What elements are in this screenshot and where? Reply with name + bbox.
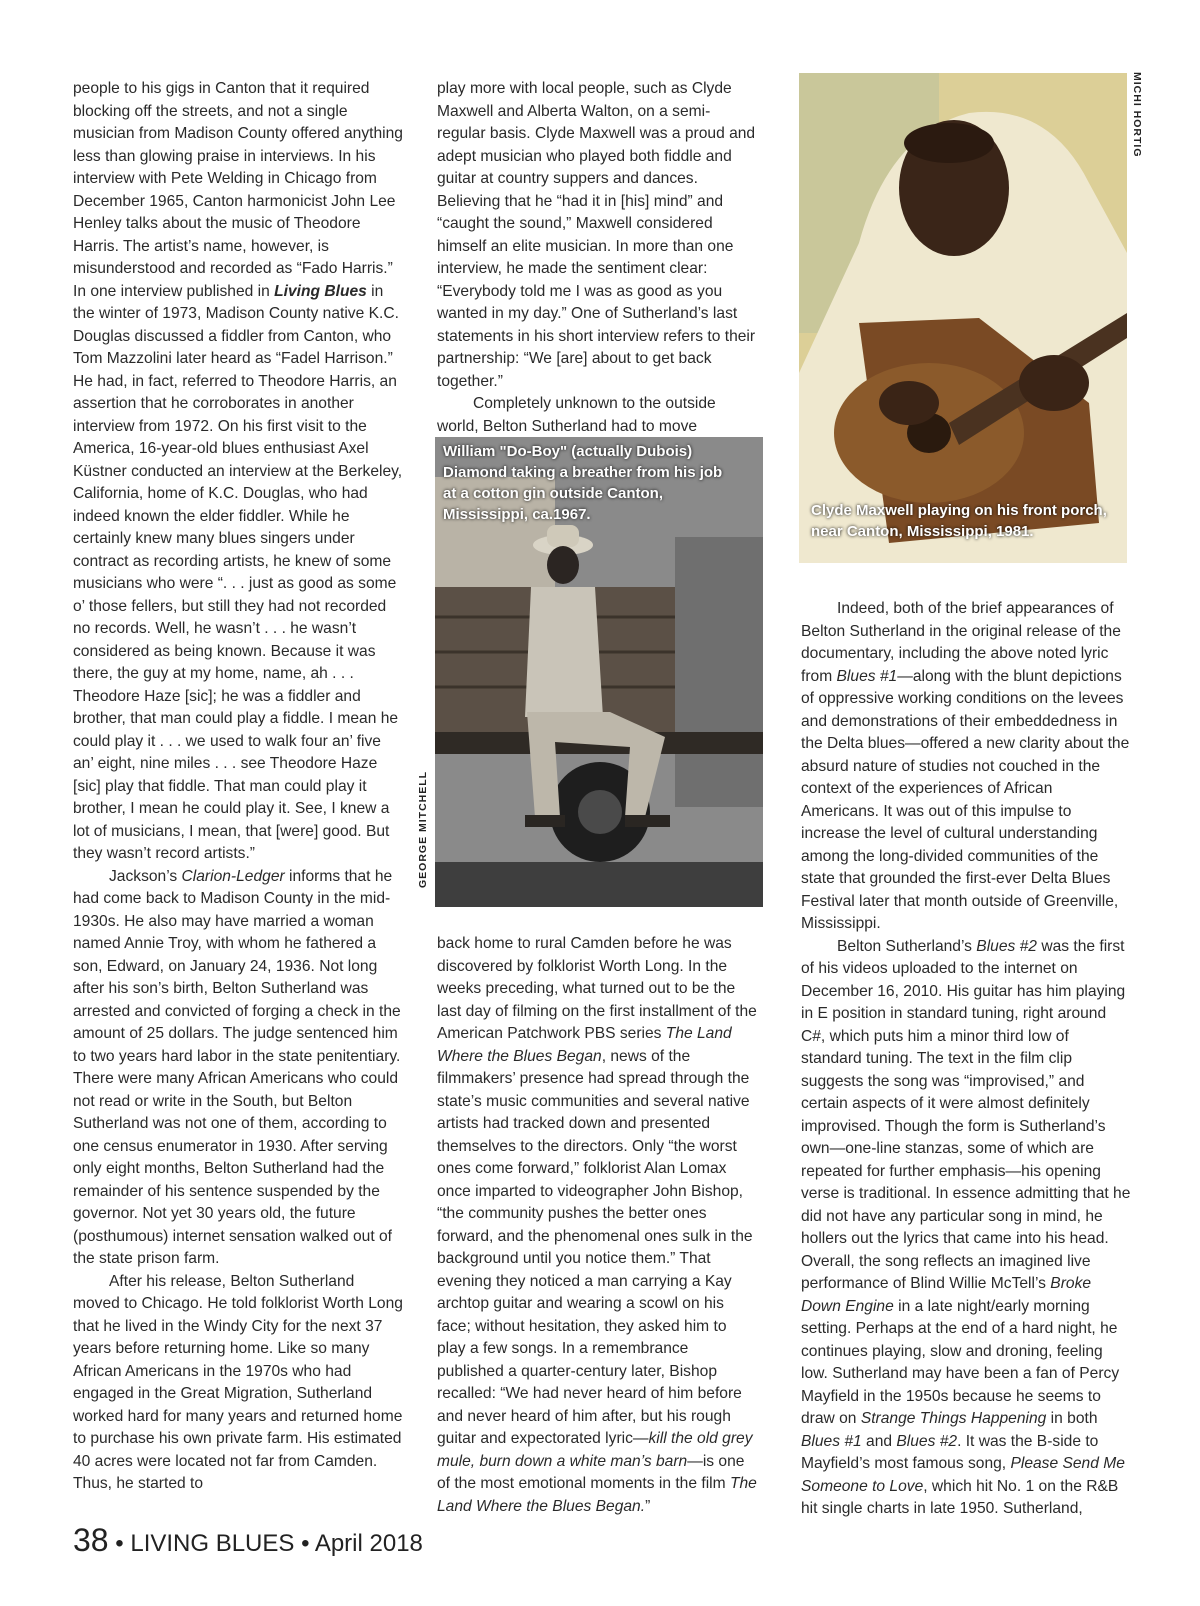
photo-maxwell [799, 73, 1127, 563]
footer-separator: • [294, 1530, 315, 1557]
page-footer [73, 1522, 423, 1559]
paragraph: Jackson’s Clarion-Ledger informs that he had come back to Madison County in the mid-1930s. He also may have married a woman named Annie Troy, with whom he fathered a son, Edward, on January 24, 1936. Not long after his son’s birth, Belton Sutherland was arrested and convicted of forging a check in the amount of 25 dollars. The judge sentenced him to two years hard labor in the state penitentiary. There were many African Americans who could not read or write in the South, but Belton Sutherland was not one of them, according to one census enumerator in 1930. After serving only eight months, Belton Sutherland had the remainder of his sentence suspended by the governor. Not yet 30 years old, the future (posthumous) internet sensation walked out of the state prison farm. [73, 867, 401, 1267]
issue-date: April 2018 [314, 1530, 423, 1557]
footer-separator: • [108, 1530, 131, 1557]
article-column-2-top [437, 78, 757, 438]
paragraph: Belton Sutherland’s Blues #2 was the first of his videos uploaded to the internet on December 16, 2010. His guitar has him playing in E position in standard tuning, right around C#, which puts him a minor third low of standard tuning. The text in the film clip suggests the song was “improvised,” and certain aspects of it were almost definitely improvised. Though the form is Sutherland’s own—one-line stanzas, some of which are repeated for further emphasis—his opening verse is traditional. In essence admitting that he did not have any particular song in mind, he hollers out the lyrics that came into his head. Overall, the song reflects an imagined live performance of Blind Willie McTell’s Broke Down Engine in a late night/early morning setting. Perhaps at the end of a hard night, he continues playing, slow and droning, feeling low. Sutherland may have been a fan of Percy Mayfield in the 1950s because he seems to draw on Strange Things Happening in both Blues #1 and Blues #2. It was the B-side to Mayfield’s most famous song, Please Send Me Someone to Love, which hit No. 1 on the R&B hit single charts in late 1950. Sutherland, [801, 937, 1131, 1517]
paragraph: Indeed, both of the brief appearances of Belton Sutherland in the original release of the documentary, including the above noted lyric from Blues #1—along with the blunt depictions of oppressive working conditions on the levees and demonstrations of their embeddedness in the Delta blues—offered a new clarity about the absurd nature of studies not couched in the context of the experiences of African Americans. It was out of this impulse to increase the level of cultural understanding among the long-divided communities of the state that grounded the first-ever Delta Blues Festival later that month outside of Greenville, Mississippi. [801, 600, 1130, 932]
paragraph: people to his gigs in Canton that it required blocking off the streets, and not a single musician from Madison County offered anything less than glowing praise in interviews. In his interview with Pete Welding in Chicago from December 1965, Canton harmonicist John Lee Henley talks about the music of Theodore Harris. The artist’s name, however, is misunderstood and recorded as “Fado Harris.” In one interview published in Living Blues in the winter of 1973, Madison County native K.C. Douglas discussed a fiddler from Canton, who Tom Mazzolini later heard as “Fadel Harrison.” He had, in fact, referred to Theodore Harris, an assertion that he corroborates in another interview from 1972. On his first visit to the America, 16-year-old blues enthusiast Axel Küstner conducted an interview at the Berkeley, California, home of K.C. Douglas, who had indeed known the elder fiddler. While he certainly knew many blues singers under contract as recording artists, he knew of some musicians who were “. . . just as good as some o’ those fellers, but still they had not recorded no records. Well, he wasn’t . . . he wasn’t considered as being known. Because it was there, the guy at my home, name, ah . . . Theodore Haze [sic]; he was a fiddler and brother, that man could play a fiddle. I mean he could play it . . . we used to walk four an’ five an’ eight, nine miles . . . see Theodore Haze [sic] play that fiddle. That man could play it brother, I mean he could play it. See, I knew a lot of musicians, I mean, that [were] good. But they wasn’t record artists.” [73, 80, 403, 862]
magazine-name: LIVING BLUES [130, 1530, 295, 1557]
article-column-2-bottom [437, 933, 757, 1518]
paragraph: play more with local people, such as Clyde Maxwell and Alberta Walton, on a semi-regular basis. Clyde Maxwell was a proud and adept musician who played both fiddle and guitar at country suppers and dances. Believing that he “had it in [his] mind” and “caught the sound,” Maxwell considered himself an elite musician. In more than one interview, he made the sentiment clear: “Everybody told me I was as good as you wanted in my day.” One of Sutherland’s last statements in his short interview refers to their partnership: “We [are] about to get back together.” [437, 80, 756, 390]
photo-diamond [435, 437, 763, 907]
photo-caption: William "Do-Boy" (actually Dubois) Diamond taking a breather from his job at a cotton gin outside Canton, Mississippi, ca.1967. [443, 443, 723, 523]
paragraph: Completely unknown to the outside world, Belton Sutherland had to move [437, 395, 716, 435]
article-column-3 [801, 598, 1131, 1521]
paragraph: back home to rural Camden before he was discovered by folklorist Worth Long. In the weeks preceding, what turned out to be the last day of filming on the first installment of the American Patchwork PBS series The Land Where the Blues Began, news of the filmmakers’ presence had spread through the state’s music communities and several native artists had tracked down and presented themselves to the directors. Only “the worst ones come forward,” folklorist Alan Lomax once imparted to videographer John Bishop, “the community pushes the better ones forward, and the phenomenal ones sulk in the background until you notice them.” That evening they noticed a man carrying a Kay archtop guitar and wearing a scowl on his face; without hesitation, they asked him to play a few songs. In a remembrance published a quarter-century later, Bishop recalled: “We had never heard of him before and never heard of him after, but his rough guitar and expectorated lyric—kill the old grey mule, burn down a white man’s barn—is one of the most emotional moments in the film The Land Where the Blues Began.” [437, 935, 757, 1515]
photo-caption: Clyde Maxwell playing on his front porch, near Canton, Mississippi, 1981. [811, 502, 1107, 540]
article-column-1 [73, 78, 403, 1492]
photo-credit: MICHI HORTIG [1131, 72, 1143, 158]
paragraph: After his release, Belton Sutherland moved to Chicago. He told folklorist Worth Long that he lived in the Windy City for the next 37 years before returning home. Like so many African Americans in the 1970s who had engaged in the Great Migration, Sutherland worked hard for many years and returned home to purchase his own private farm. His estimated 40 acres were located not far from Camden. Thus, he started to [73, 1272, 403, 1492]
photo-maxwell-illustration [799, 73, 1127, 563]
page-number: 38 [73, 1522, 109, 1558]
photo-credit: GEORGE MITCHELL [417, 770, 429, 888]
